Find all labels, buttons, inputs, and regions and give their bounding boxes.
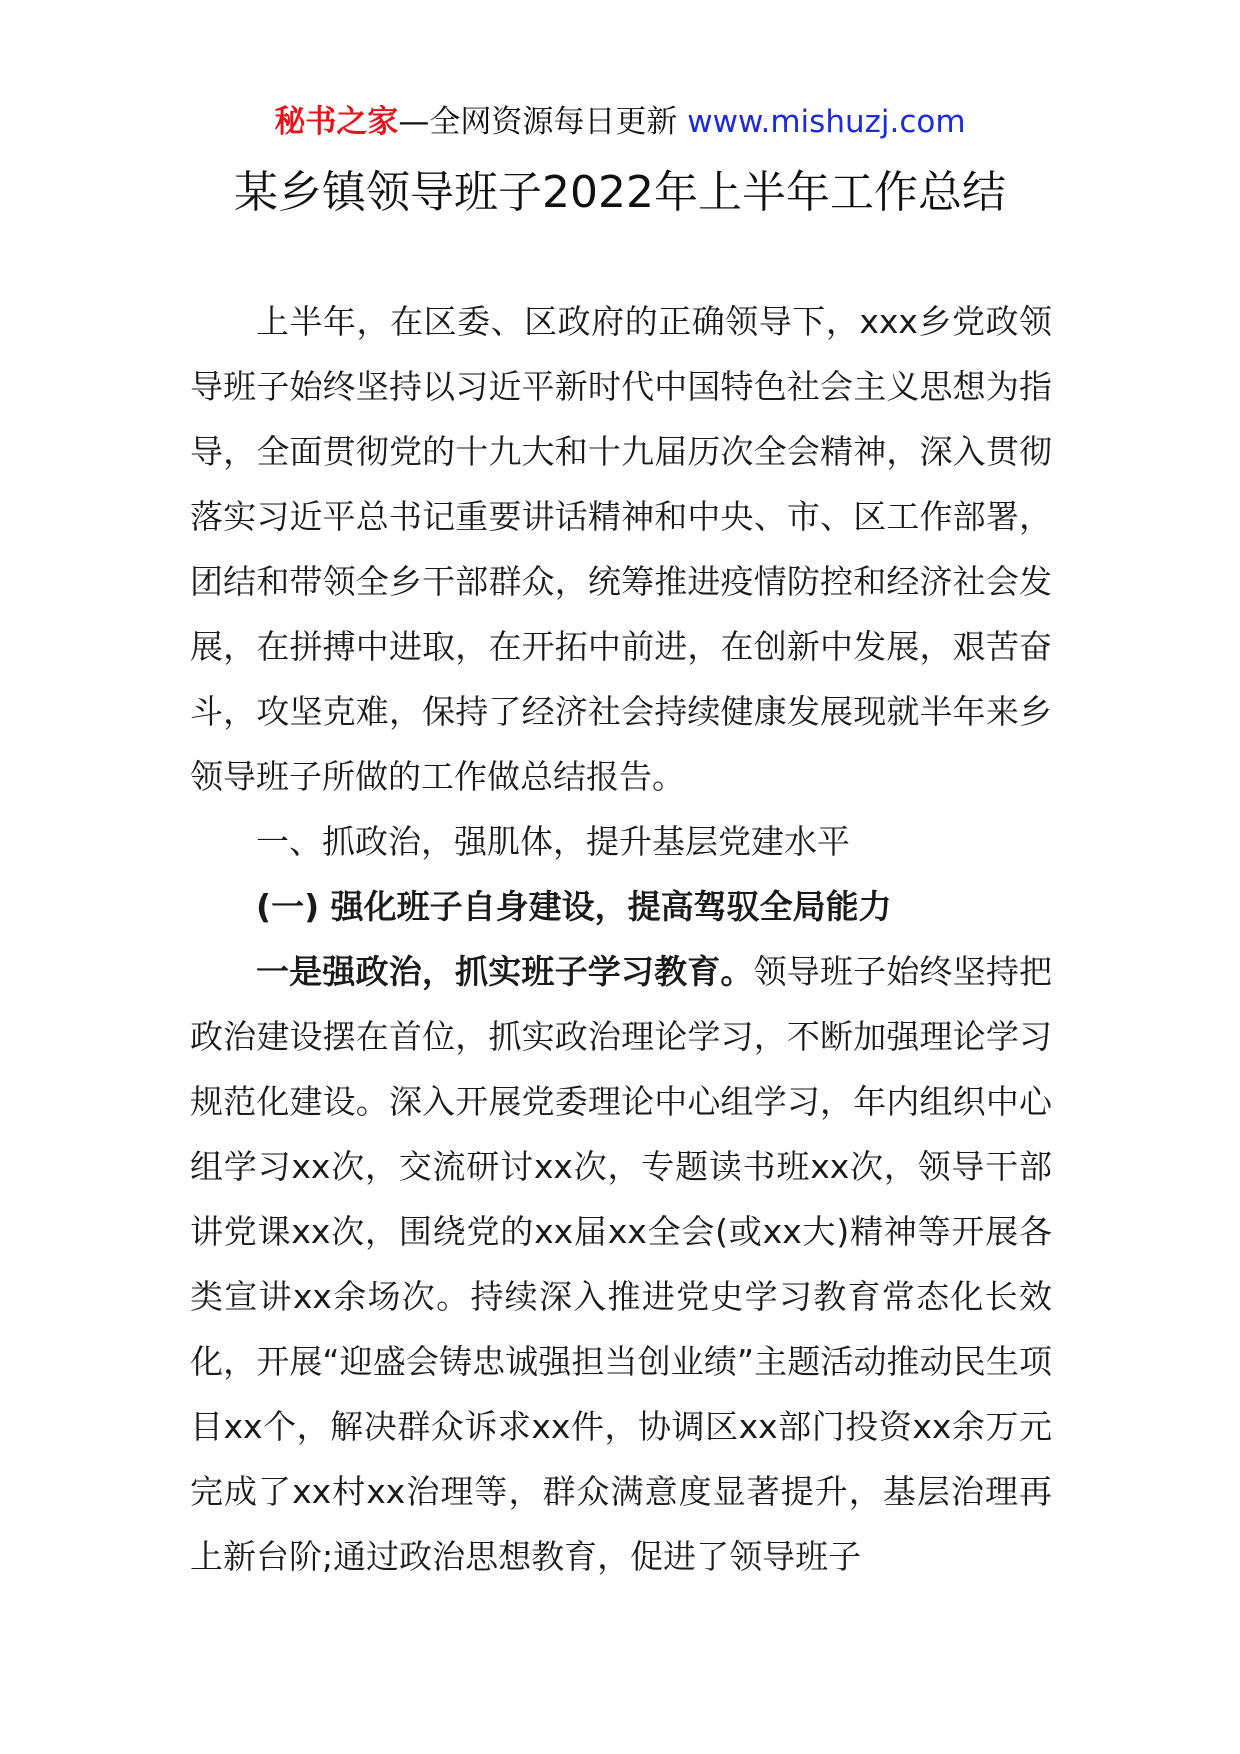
banner-tagline: —全网资源每日更新 — [398, 104, 688, 140]
subsection-heading: (一) 强化班子自身建设，提高驾驭全局能力 — [256, 887, 892, 926]
intro-paragraph: 上半年，在区委、区政府的正确领导下，xxx乡党政领导班子始终坚持以习近平新时代中国特色社会主义思想为指导，全面贯彻党的十九大和十九届历次全会精神，深入贯彻落实习近平总书记重要讲话精神和中央、市、区工作部署，团结和带领全乡干部群众，统筹推进疫情防控和经济社会发展，在拼搏中进取，在开拓中前进，在创新中发展，艰苦奋斗，攻坚克难，保持了经济社会持续健康发展现就半年来乡领导班子所做的工作做总结报告。 — [190, 302, 1052, 796]
paragraph-text: 领导班子始终坚持把政治建设摆在首位，抓实政治理论学习，不断加强理论学习规范化建设。深入开展党委理论中心组学习，年内组织中心组学习xx次，交流研讨xx次，专题读书班xx次，领导干部讲党课xx次，围绕党的xx届xx全会(或xx大)精神等开展各类宣讲xx余场次。持续深入推进党史学习教育常态化长效化，开展“迎盛会铸忠诚强担当创业绩”主题活动推动民生项目xx个，解决群众诉求xx件，协调区xx部门投资xx余万元完成了xx村xx治理等，群众满意度显著提升，基层治理再上新台阶;通过政治思想教育，促进了领导班子 — [190, 952, 1053, 1576]
document-body — [190, 289, 1052, 1589]
paragraph-lead: 一是强政治，抓实班子学习教育。 — [256, 952, 754, 991]
document-title: 某乡镇领导班子2022年上半年工作总结 — [234, 167, 1006, 218]
source-banner — [0, 100, 1240, 144]
banner-brand: 秘书之家 — [274, 104, 399, 140]
body-paragraph — [190, 939, 1052, 1589]
section-heading: 一、抓政治，强肌体，提升基层党建水平 — [256, 822, 850, 861]
banner-site-link[interactable]: www.mishuzj.com — [687, 104, 966, 140]
